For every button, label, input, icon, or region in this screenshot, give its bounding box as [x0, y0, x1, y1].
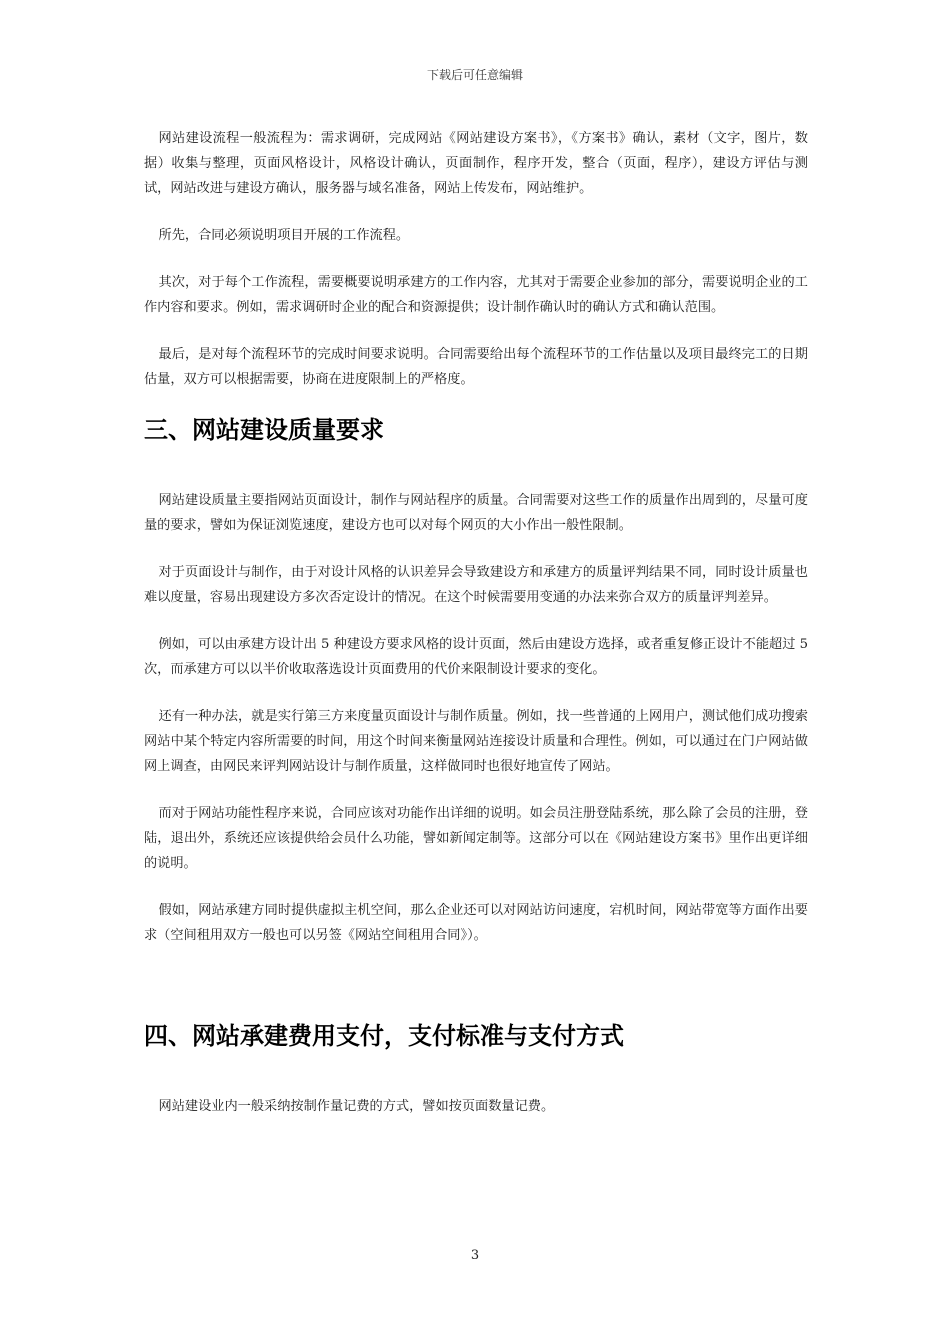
- paragraph-third-party: 还有一种办法，就是实行第三方来度量页面设计与制作质量。例如，找一些普通的上网用户，测试他们成功搜索网站中某个特定内容所需要的时间，用这个时间来衡量网站连接设计质量和合理性。例如，可以通过在门户网站做网上调查，由网民来评判网站设计与制作质量，这样做同时也很好地宣传了网站。: [144, 709, 808, 774]
- page-number: 3: [470, 1248, 480, 1263]
- paragraph-finally: 最后，是对每个流程环节的完成时间要求说明。合同需要给出每个流程环节的工作估量以及项目最终完工的日期估量，双方可以根据需要，协商在进度限制上的严格度。: [144, 347, 808, 387]
- paragraph-workflow-overview: 网站建设流程一般流程为：需求调研，完成网站《网站建设方案书》，《方案书》确认，素材（文字，图片，数据）收集与整理，页面风格设计，风格设计确认，页面制作，程序开发，整合（页面，程序），建设方评估与测试，网站改进与建设方确认，服务器与域名准备，网站上传发布，网站维护。: [144, 131, 808, 196]
- paragraph-functionality: 而对于网站功能性程序来说，合同应该对功能作出详细的说明。如会员注册登陆系统，那么除了会员的注册，登陆，退出外，系统还应该提供给会员什么功能，譬如新闻定制等。这部分可以在《网站建设方案书》里作出更详细的说明。: [144, 806, 808, 871]
- paragraph-design-quality: 对于页面设计与制作，由于对设计风格的认识差异会导致建设方和承建方的质量评判结果不同，同时设计质量也难以度量，容易出现建设方多次否定设计的情况。在这个时候需要用变通的办法来弥合双方的质量评判差异。: [144, 565, 808, 605]
- section-heading-quality: 三、网站建设质量要求: [144, 416, 384, 444]
- paragraph-first: 所先，合同必须说明项目开展的工作流程。: [158, 228, 410, 243]
- page-header: 下载后可任意编辑: [426, 68, 523, 82]
- section-heading-payment: 四、网站承建费用支付，支付标准与支付方式: [144, 1022, 624, 1050]
- paragraph-design-example: 例如，可以由承建方设计出 5 种建设方要求风格的设计页面，然后由建设方选择，或者重复修正设计不能超过 5 次，而承建方可以以半价收取落选设计页面费用的代价来限制设计要求的变化。: [144, 637, 808, 677]
- paragraph-hosting: 假如，网站承建方同时提供虚拟主机空间，那么企业还可以对网站访问速度，宕机时间，网站带宽等方面作出要求（空间租用双方一般也可以另签《网站空间租用合同》）。: [144, 903, 808, 943]
- paragraph-billing: 网站建设业内一般采纳按制作量记费的方式，譬如按页面数量记费。: [158, 1099, 555, 1114]
- document-body: [144, 126, 808, 1119]
- paragraph-second: 其次，对于每个工作流程，需要概要说明承建方的工作内容，尤其对于需要企业参加的部分，需要说明企业的工作内容和要求。例如，需求调研时企业的配合和资源提供；设计制作确认时的确认方式和确认范围。: [144, 275, 808, 315]
- paragraph-quality-intro: 网站建设质量主要指网站页面设计，制作与网站程序的质量。合同需要对这些工作的质量作出周到的，尽量可度量的要求，譬如为保证浏览速度，建设方也可以对每个网页的大小作出一般性限制。: [144, 493, 808, 533]
